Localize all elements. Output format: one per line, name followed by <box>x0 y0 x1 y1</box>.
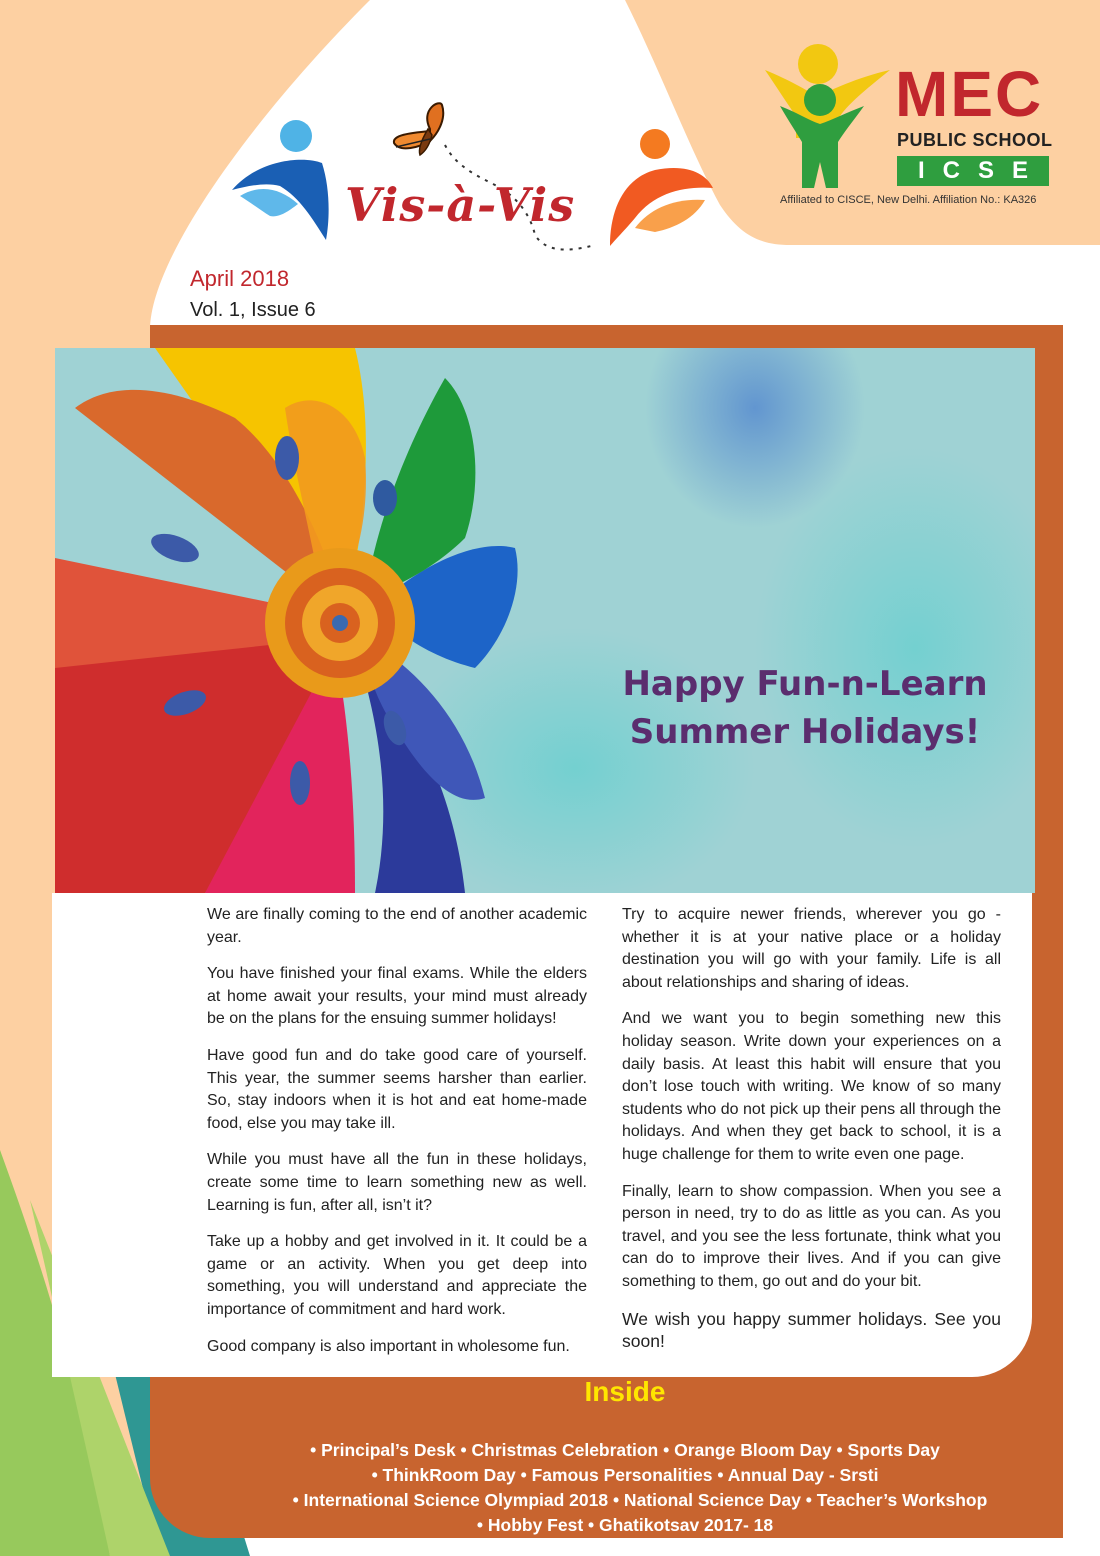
inside-item-line: • ThinkRoom Day • Famous Personalities • Annual Day - Srsti <box>371 1465 879 1485</box>
article-paragraph: Finally, learn to show compassion. When you see a person in need, try to do as little as you can. As you travel, and you see the less fortunate, think what you can do to improve their lives. And if you can give something to them, go out and do your bit. <box>622 1182 1001 1290</box>
article-paragraph: We are finally coming to the end of another academic year. <box>207 906 587 946</box>
article-column-left <box>207 904 587 1372</box>
article-paragraph: And we want you to begin something new this holiday season. Write down your experiences on a daily basis. At least this habit will ensure that you don’t lose touch with writing. We know of so many students who do not pick up their pens all through the holidays. And when they get back to school, it is a huge challenge for them to write even one page. <box>622 1010 1001 1163</box>
hero-title <box>600 660 1010 756</box>
article-paragraph: Try to acquire newer friends, wherever you go - whether it is at your native place or a holiday destination you will go with your family. Life is all about relationships and sharing of ideas. <box>622 906 1001 991</box>
school-name-sub: PUBLIC SCHOOL <box>897 130 1053 150</box>
newsletter-title: Vis-à-Vis <box>345 178 576 232</box>
school-logo-icon <box>760 42 895 192</box>
inside-item-line: • International Science Olympiad 2018 • National Science Day • Teacher’s Workshop <box>292 1490 988 1510</box>
issue-volume: Vol. 1, Issue 6 <box>190 299 316 321</box>
inside-item-line: • Hobby Fest • Ghatikotsav 2017- 18 <box>476 1515 774 1535</box>
inside-heading: Inside <box>584 1376 666 1407</box>
school-name-mec: MEC <box>895 58 1044 130</box>
board-badge: ICSE <box>897 156 1049 186</box>
flower-icon <box>55 348 1035 893</box>
orange-figure-icon <box>605 128 715 248</box>
article-paragraph: Take up a hobby and get involved in it. It could be a game or an activity. When you get deep into something, you will understand and appreciate the importance of commitment and hard work. <box>207 1233 587 1318</box>
article-column-right <box>622 904 1001 1367</box>
closing-wish: We wish you happy summer holidays. See you soon! <box>622 1308 1001 1352</box>
hero-title-line2: Summer Holidays! <box>629 712 981 752</box>
affiliation-text: Affiliated to CISCE, New Delhi. Affiliation No.: KA326 <box>780 194 1037 206</box>
issue-date: April 2018 <box>190 266 290 291</box>
inside-item-line: • Principal’s Desk • Christmas Celebration • Orange Bloom Day • Sports Day <box>310 1440 940 1460</box>
article-paragraph: Have good fun and do take good care of yourself. This year, the summer seems harsher than earlier. So, stay indoors when it is hot and eat home-made food, else you may take ill. <box>207 1046 587 1132</box>
article-paragraph: While you must have all the fun in these holidays, create some time to learn something new as well. Learning is fun, after all, isn’t it? <box>207 1151 587 1214</box>
blue-figure-icon <box>230 118 330 243</box>
hero-banner <box>55 348 1035 893</box>
article-paragraph: You have finished your final exams. While the elders at home await your results, your mind must already be on the plans for the ensuing summer holidays! <box>207 965 587 1028</box>
hero-title-line1: Happy Fun-n-Learn <box>622 664 988 704</box>
article-paragraph: Good company is also important in wholesome fun. <box>207 1337 570 1355</box>
